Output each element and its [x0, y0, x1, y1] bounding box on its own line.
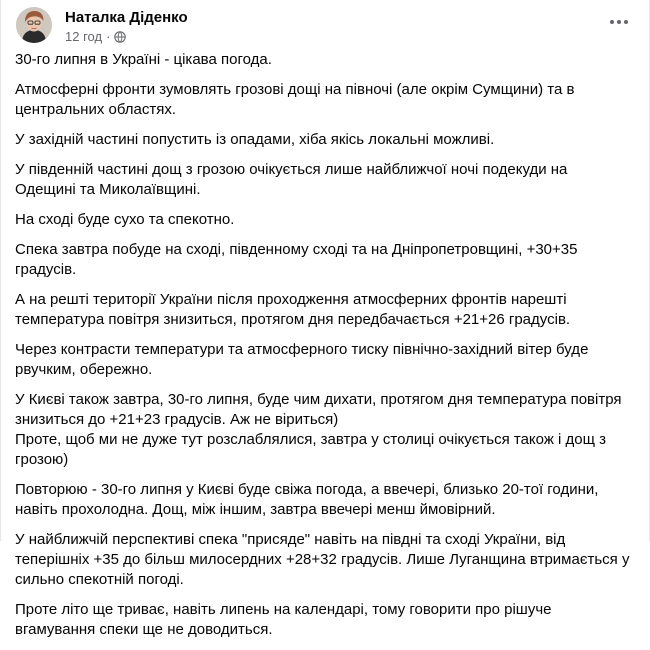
post-paragraph: Проте, щоб ми не дуже тут розслаблялися, завтра у столиці очікується також і дощ з грозою)	[15, 431, 607, 468]
post-paragraph: Проте літо ще триває, навіть липень на календарі, тому говорити про рішуче вгамування спеки ще не доводиться.	[15, 601, 552, 638]
post-paragraph: У південній частині дощ з грозою очікується лише найближчої ночі подекуди на Одещині та Миколаївщині.	[15, 161, 568, 198]
avatar-image	[16, 7, 52, 43]
avatar[interactable]	[16, 7, 52, 43]
post-paragraph: У Києві також завтра, 30-го липня, буде чим дихати, протягом дня температура повітря знизиться до +21+23 градусів. Аж не віриться)	[15, 391, 622, 428]
post-meta	[65, 29, 126, 44]
post-paragraph: Атмосферні фронти зумовлять грозові дощі на півночі (але окрім Сумщини) та в центральних областях.	[15, 81, 575, 118]
more-options-icon[interactable]	[603, 10, 635, 34]
post-paragraph: Повторюю - 30-го липня у Києві буде свіжа погода, а ввечері, близько 20-тої години, навіть прохолодна. Дощ, між іншим, завтра ввечері менш ймовірний.	[15, 481, 599, 518]
post-paragraph: Спека завтра побуде на сході, південному сході та на Дніпропетровщині, +30+35 градусів.	[15, 241, 578, 278]
post-paragraph: 30-го липня в Україні - цікава погода.	[15, 51, 272, 68]
post-paragraph: У найближчій перспективі спека "присяде" навіть на півдні та сході України, від теперішніх +35 до більш милосердних +28+32 градусів. Лише Луганщина втримається у сильно спекотній погоді.	[15, 531, 630, 588]
post-paragraph: Через контрасти температури та атмосферного тиску північно-західний вітер буде рвучким, обережно.	[15, 341, 589, 378]
author-name[interactable]: Наталка Діденко	[65, 9, 188, 26]
post-timestamp[interactable]: 12 год	[65, 29, 103, 44]
globe-icon[interactable]	[114, 31, 126, 43]
post-paragraph: На сході буде сухо та спекотно.	[15, 211, 235, 228]
meta-separator: ·	[106, 29, 111, 44]
post-header	[15, 6, 635, 44]
post-paragraph: У західній частині попустить із опадами, хіба якісь локальні можливі.	[15, 131, 495, 148]
post-text	[15, 50, 630, 650]
post-paragraph: А на решті території України після проходження атмосферних фронтів нарешті температура повітря знизиться, протягом дня передбачається +21+26 градусів.	[15, 291, 571, 328]
